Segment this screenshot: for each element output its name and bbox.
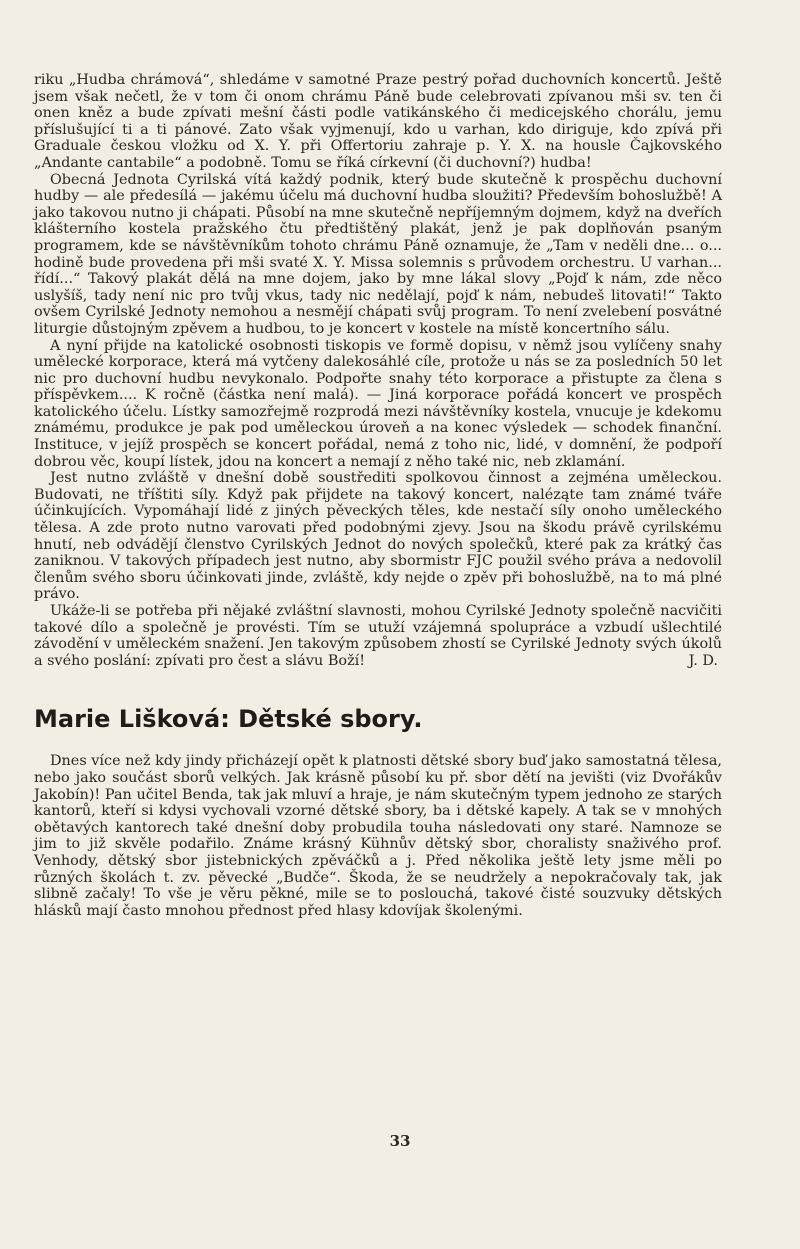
section-title: Marie Lišková: Dětské sbory. — [34, 705, 423, 734]
article-paragraph-2: Obecná Jednota Cyrilská vítá každý podnik, který bude skutečně k prospěchu duchovní hudby — ale předesílá — jakému účelu má duchovní hudba sloužiti? Především bohoslužbě! A jako takovou nutno ji chápati. Působí na mne skutečně nepříjemným dojmem, když na dveřích klášterního kostela pražského čtu předtištěný plakát, jenž je pak doplňován psaným programem, kde se návštěvníkům tohoto chrámu Páně oznamuje, že „Tam v neděli dne... o... hodině bude provedena při mši svaté X. Y. Missa solemnis s průvodem orchestru. U varhan... řídí...“ Takový plakát dělá na mne dojem, jako by mne lákal slovy „Pojď k nám, zde něco uslyšíš, tady není nic pro tvůj vkus, tady nic nedělají, pojď k nám, nebudeš litovati!“ Takto ovšem Cyrilské Jednoty nemohou a nesmějí chápati svůj program. To není zvelebení posvátné liturgie důstojným zpěvem a hudbou, to je koncert v kostele na místě koncertního sálu. — [34, 171, 722, 337]
article-paragraph-4: Jest nutno zvláště v dnešní době soustřediti spolkovou činnost a zejména uměleckou. Budovati, ne tříštiti síly. Když pak přijdete na takový koncert, naléząte tam známé tváře účinkujících. Vypomáhají lidé z jiných pěveckých těles, kde nestačí síly onoho uměleckého tělesa. A zde proto nutno varovati před podobnými zjevy. Jsou na škodu právě cyrilskému hnutí, neb odvádějí členstvo Cyrilských Jednot do nových společků, které pak za krátký čas zaniknou. V takových případech jest nutno, aby sbormistr FJC použil svého práva a nedovolil členům svého sboru účinkovati jinde, zvláště, kdy nejde o zpěv při bohoslužbě, na to má plné právo. — [34, 470, 722, 603]
article-paragraph-3: A nyní přijde na katolické osobnosti tiskopis ve formě dopisu, v němž jsou vylíčeny snahy umělecké korporace, která má vytčeny dalekosáhlé cíle, protože u nás se za posledních 50 let nic pro duchovní hudbu nevykonalo. Podpořte snahy této korporace a přistupte za člena s příspěvkem.... K ročně (částka není malá). — Jiná korporace pořádá koncert ve prospěch katolického účelu. Lístky samozřejmě rozprodá mezi návštěvníky kostela, vnucuje je kdekomu známému, produkce je pak pod uměleckou úroveň a na konec výsledek — schodek finanční. Instituce, v jejíž prospěch se koncert pořádal, nemá z toho nic, lidé, v domnění, že podpoří dobrou věc, koupí lístek, jdou na koncert a nemají z něho také nic, neb zklamání. — [34, 337, 722, 470]
article-paragraph-1: riku „Hudba chrámová“, shledáme v samotné Praze pestrý pořad duchovních koncertů. Ještě jsem však nečetl, že v tom či onom chrámu Páně bude celebrovati zpívanou mši sv. ten či onen kněz a bude zpívati mešní části podle vatikánského či medicejského chorálu, jemu příslušující ti a ti pánové. Zato však vyjmenují, kdo u varhan, kdo diriguje, kdo zpívá při Graduale českou vložku od X. Y. při Offertoriu zahraje p. Y. X. na housle Čajkovského „Andante cantabile“ a podobně. Tomu se říká církevní (či duchovní?) hudba! — [34, 72, 722, 171]
document-page — [34, 72, 722, 919]
article-signature: J. D. — [688, 652, 718, 669]
page-number: 33 — [389, 1132, 411, 1150]
section-paragraph: Dnes více než kdy jindy přicházejí opět k platnosti dětské sbory buď jako samostatná tělesa, nebo jako součást sborů velkých. Jak krásně působí ku př. sbor dětí na jevišti (viz Dvořákův Jakobín)! Pan učitel Benda, tak jak mluví a hraje, je nám skutečným typem jednoho ze starých kantorů, kteří si kdysi vychovali vzorné dětské sbory, ba i dětské kapely. A tak se v mnohých obětavých kantorech také dnešní doby probudila touha následovati ony staré. Namnoze se jim to již skvěle podařilo. Známe krásný Kühnův dětský sbor, choralisty snaživého prof. Venhody, dětský sbor jistebnických zpěváčků a j. Před několika ještě lety jsme měli po různých školách t. zv. pěvecké „Budče“. Škoda, že se neudržely a nepokračovaly tak, jak slibně začaly! To vše je věru pěkné, mile se to poslouchá, takové čisté souzvuky dětských hlásků mají často mnohou přednost před hlasy kdovíjak školenými. — [34, 753, 722, 919]
article-paragraph-5: Ukáže-li se potřeba při nějaké zvláštní slavnosti, mohou Cyrilské Jednoty společně nacvičiti takové dílo a společně je provésti. Tím se utuží vzájemná spolupráce a vzbudí ušlechtilé závodění v uměleckém snažení. Jen takovým způsobem zhostí se Cyrilské Jednoty svých úkolů a svého poslání: zpívati pro čest a slávu Boží! — [34, 603, 722, 669]
